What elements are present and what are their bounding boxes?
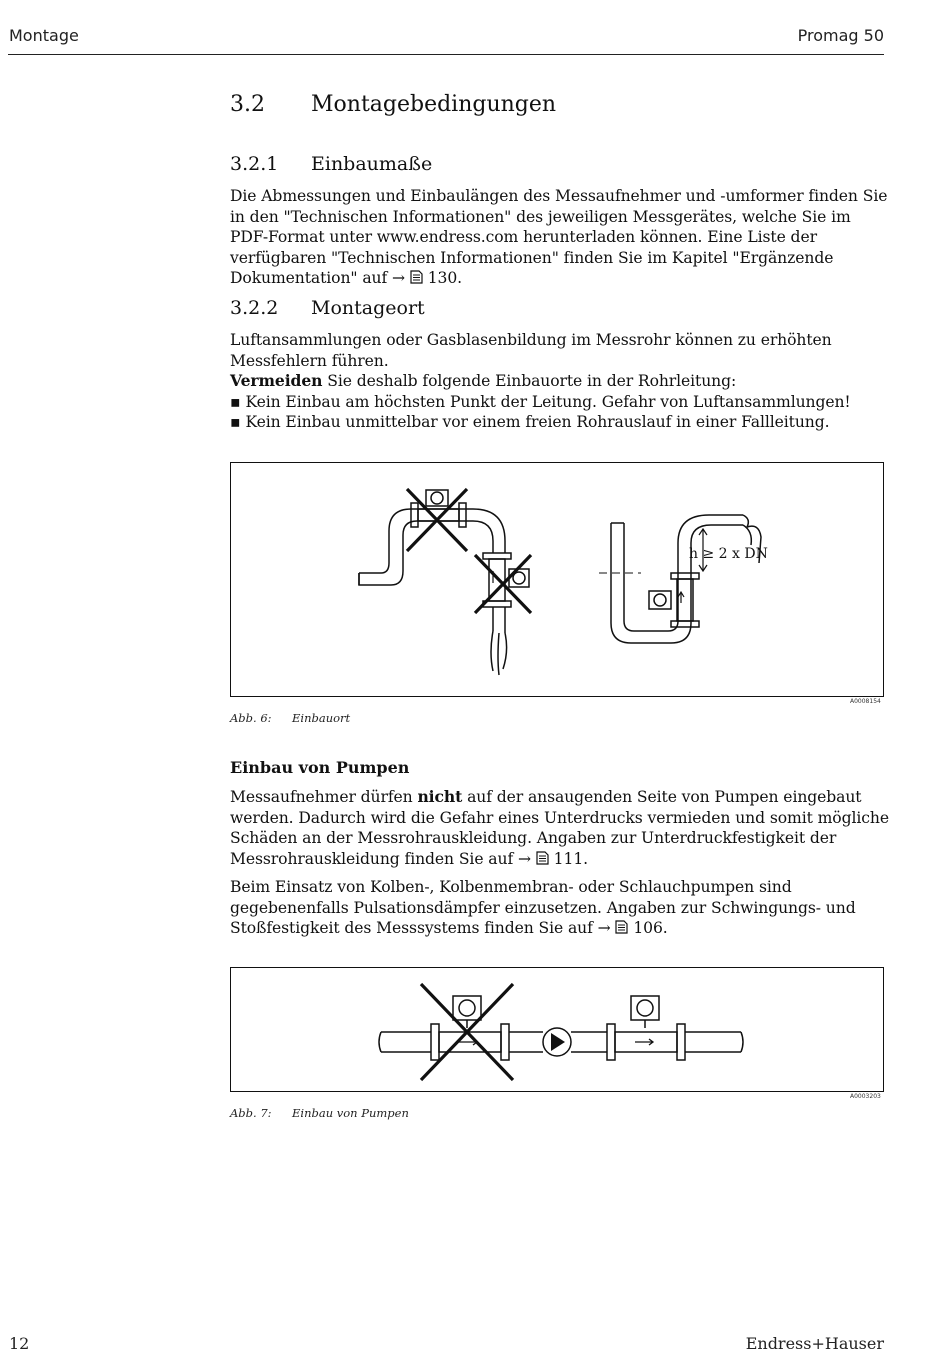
subsection-1-text: Die Abmessungen und Einbaulängen des Messaufnehmer und -umformer finden Sie in den "Technischen Informationen" des jeweiligen Messgerätes, welche Sie im PDF-Format unter www.endress.com herunterladen können. Eine Liste der verfügbaren "Technischen Informationen" finden Sie im Kapitel "Ergänzende Dokumentation" auf [230,187,888,287]
pumps-bold-text: nicht [417,787,463,806]
installation-diagram [231,463,883,696]
arrow-right-icon: → [392,269,405,287]
bullet-item: ▪ Kein Einbau unmittelbar vor einem freien Rohrauslauf in einer Fallleitung. [230,412,890,433]
pumps-heading: Einbau von Pumpen [230,758,410,777]
pump-icon [551,1033,565,1051]
running-header-product: Promag 50 [797,26,884,45]
avoid-bold-text: Vermeiden [230,371,323,390]
page-reference-number: 106. [633,919,668,937]
figure-label: Abb. 7: [230,1106,272,1120]
figure-id-code: A0008154 [850,698,881,705]
height-annotation: h ≥ 2 x DN [689,546,768,562]
subsection-1-heading [230,153,432,175]
section-heading [230,92,556,117]
subsection-1-number: 3.2.1 [230,153,279,175]
arrow-right-icon: → [597,919,611,937]
page-reference[interactable] [598,919,668,937]
page-number: 12 [9,1334,30,1353]
figure-7-caption [230,1106,409,1120]
pumps-text-2: Beim Einsatz von Kolben-, Kolbenmembran- oder Schlauchpumpen sind gegebenenfalls Pulsationsdämpfer einzusetzen. Angaben zur Schwingungs- und Stoßfestigkeit des Messsystems finden Sie auf [230,878,856,937]
running-header-chapter: Montage [9,26,79,45]
subsection-2-heading [230,297,425,319]
figure-label: Abb. 6: [230,711,272,725]
figure-6-caption [230,711,350,725]
figure-caption-text: Einbauort [292,711,351,725]
figure-caption-text: Einbau von Pumpen [292,1106,409,1120]
pumps-paragraph-1 [230,787,890,869]
header-rule [8,54,884,55]
bullet-item: ▪ Kein Einbau am höchsten Punkt der Leitung. Gefahr von Luftansammlungen! [230,392,890,413]
figure-pump-installation [230,967,884,1092]
subsection-2-intro: Luftansammlungen oder Gasblasenbildung im Messrohr können zu erhöhten Messfehlern führen. [230,331,832,370]
subsection-2-paragraph [230,330,890,433]
arrow-right-icon: → [517,849,531,868]
section-title: Montagebedingungen [311,92,557,117]
pump-diagram [231,968,883,1091]
prohibited-x-mark [475,555,531,613]
pumps-text-after: auf der ansaugenden Seite von Pumpen eingebaut werden. Dadurch wird die Gefahr eines Unterdrucks vermieden und somit mögliche Schäden an der Messrohrauskleidung. Angaben zur Unterdruckfestigkeit der Messrohrauskleidung finden Sie auf [230,788,889,868]
footer-brand: Endress+Hauser [745,1334,884,1353]
pumps-paragraph-2 [230,877,890,939]
subsection-2-number: 3.2.2 [230,297,279,319]
page-ref-icon [536,851,549,865]
subsection-2-title: Montageort [311,297,425,319]
subsection-1-title: Einbaumaße [311,153,433,175]
subsection-1-paragraph [230,186,890,289]
prohibited-x-mark [407,489,467,551]
page-ref-icon [410,270,423,284]
page-reference[interactable] [392,269,462,287]
avoid-text: Sie deshalb folgende Einbauorte in der Rohrleitung: [327,372,737,390]
figure-id-code: A0003203 [850,1093,881,1100]
page-reference-number: 130. [427,269,463,287]
page-reference-number: 111. [553,849,588,868]
page-reference[interactable] [518,850,588,868]
page-ref-icon [615,920,628,934]
figure-installation-location [230,462,884,697]
pumps-text-before: Messaufnehmer dürfen [230,788,413,806]
section-number: 3.2 [230,92,265,117]
